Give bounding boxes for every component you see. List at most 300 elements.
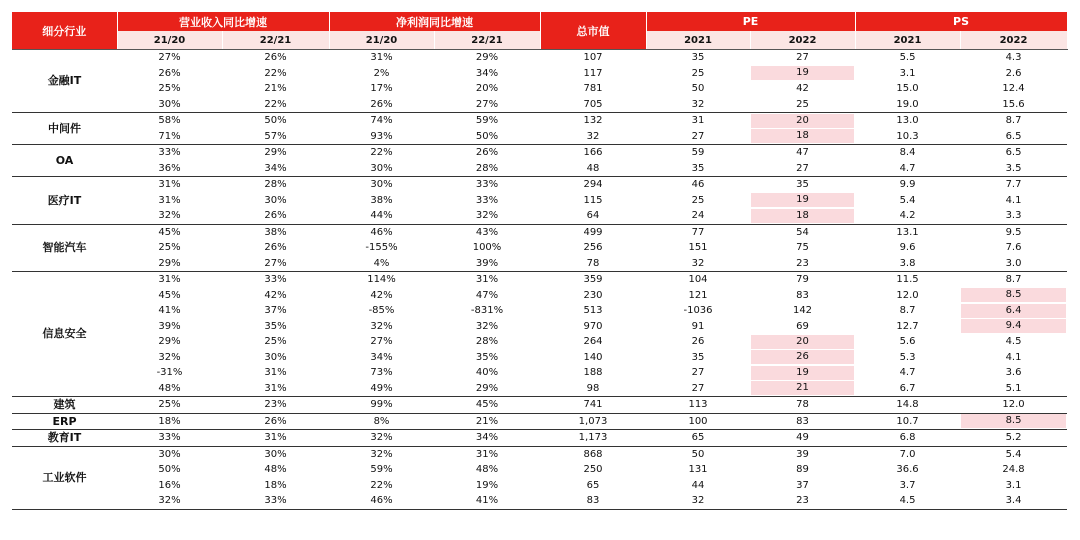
rev-2221-cell: 30%: [222, 446, 329, 462]
market-cap-cell: 1,073: [540, 413, 646, 430]
pe-2022-cell: [750, 350, 855, 366]
pro-2221-cell: 29%: [434, 50, 540, 66]
pro-2120-cell: 93%: [329, 129, 434, 145]
rev-2221-cell: 34%: [222, 161, 329, 177]
pe-2021-cell: 131: [688, 464, 708, 475]
rev-2221-cell: 26%: [222, 208, 329, 224]
pro-2221-cell: 32%: [434, 208, 540, 224]
market-cap-cell: 970: [583, 320, 603, 332]
rev-2120-cell: 32%: [158, 351, 181, 363]
pro-2221-header: 22/21: [434, 31, 540, 50]
pe-2022-cell: 89: [796, 464, 809, 475]
market-cap-cell: 499: [540, 224, 646, 240]
pe-2022-cell: 142: [792, 305, 813, 316]
rev-2120-cell: 33%: [117, 430, 222, 447]
industry-header: 细分行业: [12, 12, 117, 50]
pro-2221-cell: 50%: [434, 129, 540, 145]
rev-2120-cell: 45%: [117, 224, 222, 240]
pe-2021-cell: 46: [646, 177, 750, 193]
table-row: [12, 365, 1067, 381]
highlighted-value: 19: [751, 193, 854, 207]
pro-2120-cell: 22%: [370, 479, 393, 491]
ps-2021-cell: 36.6: [896, 464, 919, 475]
pe-2022-cell: 35: [750, 177, 855, 193]
ps-2022-cell: 5.1: [960, 381, 1067, 397]
pe-2022-cell: 39: [750, 446, 855, 462]
industry-cell: 信息安全: [12, 272, 117, 397]
pe-2022-cell: 42: [796, 83, 809, 94]
header-row-sub: [12, 31, 1067, 50]
rev-2120-header: 21/20: [117, 31, 222, 50]
rev-2120-cell: 41%: [158, 305, 181, 316]
pro-2221-cell: 43%: [434, 224, 540, 240]
highlighted-value: 21: [751, 381, 854, 395]
highlighted-value: 8.5: [961, 414, 1066, 428]
highlighted-value: 19: [751, 66, 854, 80]
pro-2221-cell: 33%: [434, 177, 540, 193]
pe-2022-cell: 27: [750, 50, 855, 66]
rev-2120-cell: 26%: [158, 67, 181, 79]
ps-2021-cell: 5.3: [899, 351, 916, 363]
ps-2021-header: 2021: [855, 31, 960, 50]
rev-2120-cell: 18%: [117, 413, 222, 430]
pe-2022-cell: [750, 208, 855, 224]
industry-cell: 医疗IT: [12, 177, 117, 225]
pro-2120-cell: 30%: [329, 177, 434, 193]
pro-2221-cell: 28%: [475, 336, 499, 347]
rev-2120-cell: 31%: [117, 272, 222, 288]
rev-2221-cell: 25%: [264, 336, 287, 347]
ps-2022-cell: 7.6: [1005, 242, 1022, 253]
industry-cell: 金融IT: [12, 50, 117, 113]
pro-2120-cell: 46%: [329, 224, 434, 240]
ps-2022-cell: 3.0: [960, 256, 1067, 272]
pro-2120-cell: 2%: [373, 67, 390, 79]
ps-2022-cell: 6.5: [960, 129, 1067, 145]
rev-2120-cell: 48%: [117, 381, 222, 397]
table-row: [12, 478, 1067, 494]
pe-2021-cell: 151: [688, 242, 708, 253]
table-row: [12, 381, 1067, 397]
rev-2120-cell: 25%: [158, 242, 181, 253]
highlighted-value: 18: [751, 209, 854, 223]
pe-2021-cell: 65: [646, 430, 750, 447]
pro-2120-cell: 74%: [329, 113, 434, 129]
market-cap-cell: 48: [540, 161, 646, 177]
market-cap-cell: 132: [540, 113, 646, 129]
industry-cell: 教育IT: [12, 430, 117, 447]
pe-2022-cell: 47: [750, 145, 855, 161]
pe-2021-cell: 35: [691, 351, 705, 363]
ps-2021-cell: 7.0: [855, 446, 960, 462]
rev-2221-cell: 30%: [264, 194, 287, 206]
pe-2021-cell: 32: [646, 493, 750, 509]
table-row: [12, 129, 1067, 145]
ps-2022-cell: [960, 303, 1067, 319]
market-cap-cell: 166: [540, 145, 646, 161]
pe-2021-cell: 113: [646, 397, 750, 414]
highlighted-value: 19: [751, 366, 854, 380]
pe-2021-cell: 35: [646, 50, 750, 66]
pe-2022-cell: 27: [750, 161, 855, 177]
pe-2022-cell: 49: [750, 430, 855, 447]
highlighted-value: 26: [751, 350, 854, 364]
ps-2021-cell: 13.1: [855, 224, 960, 240]
pe-2021-cell: 32: [646, 97, 750, 113]
table-row: [12, 430, 1067, 447]
ps-header: PS: [855, 12, 1067, 31]
rev-2120-cell: 27%: [117, 50, 222, 66]
pe-2022-cell: [750, 193, 855, 209]
pro-2120-cell: 38%: [370, 194, 393, 206]
pe-2021-cell: 27: [646, 381, 750, 397]
ps-2021-cell: 3.7: [899, 479, 916, 491]
table-row: [12, 224, 1067, 240]
rev-2120-cell: 25%: [117, 397, 222, 414]
rev-2120-cell: 32%: [117, 208, 222, 224]
pro-2221-cell: 29%: [434, 381, 540, 397]
table-row: [12, 493, 1067, 509]
pro-2120-cell: 46%: [329, 493, 434, 509]
industry-cell: 智能汽车: [12, 224, 117, 272]
rev-2221-cell: 26%: [264, 242, 287, 253]
ps-2021-cell: 5.5: [855, 50, 960, 66]
table-row: [12, 97, 1067, 113]
pro-2221-cell: 31%: [434, 446, 540, 462]
rev-2221-cell: 48%: [264, 464, 287, 475]
pe-2022-cell: 75: [796, 242, 809, 253]
pro-2221-cell: 21%: [434, 413, 540, 430]
ps-2021-cell: 11.5: [855, 272, 960, 288]
market-cap-cell: 107: [540, 50, 646, 66]
rev-2221-cell: 37%: [264, 305, 287, 316]
pe-2022-cell: 23: [750, 256, 855, 272]
ps-2021-cell: 15.0: [896, 83, 919, 94]
table-row: [12, 350, 1067, 366]
pe-2021-cell: 77: [646, 224, 750, 240]
rev-2221-header: 22/21: [222, 31, 329, 50]
highlighted-value: 20: [751, 335, 854, 349]
market-cap-cell: 83: [540, 493, 646, 509]
pro-2120-cell: 31%: [329, 50, 434, 66]
ps-2021-cell: 6.7: [855, 381, 960, 397]
pro-2221-cell: 26%: [434, 145, 540, 161]
pe-2021-cell: 91: [691, 320, 705, 332]
pe-2022-cell: 23: [750, 493, 855, 509]
ps-2021-cell: 14.8: [855, 397, 960, 414]
market-cap-cell: 513: [583, 305, 603, 316]
industry-cell: 工业软件: [12, 446, 117, 509]
ps-2022-cell: 12.0: [960, 397, 1067, 414]
rev-2221-cell: 50%: [222, 113, 329, 129]
ps-2021-cell: 19.0: [855, 97, 960, 113]
rev-2221-cell: 22%: [222, 97, 329, 113]
rev-2120-cell: 25%: [158, 83, 181, 94]
pro-2120-cell: 44%: [329, 208, 434, 224]
ps-2022-cell: 24.8: [1002, 464, 1025, 475]
ps-2021-cell: 4.7: [855, 161, 960, 177]
rev-2120-cell: 36%: [117, 161, 222, 177]
ps-2021-cell: 12.0: [896, 289, 919, 301]
pro-2120-cell: 114%: [329, 272, 434, 288]
ps-2022-cell: 8.7: [960, 113, 1067, 129]
rev-2221-cell: 38%: [222, 224, 329, 240]
ps-2021-cell: 5.4: [899, 194, 916, 206]
market-cap-cell: 741: [540, 397, 646, 414]
ps-2022-cell: 8.7: [960, 272, 1067, 288]
pro-2221-cell: -831%: [470, 305, 504, 316]
pro-2221-cell: 19%: [475, 479, 499, 491]
market-cap-cell: 64: [540, 208, 646, 224]
ps-2021-cell: 9.6: [899, 242, 916, 253]
pe-2022-cell: 37: [796, 479, 809, 491]
ps-2022-cell: 3.6: [1005, 367, 1022, 378]
rev-2221-cell: 42%: [264, 289, 287, 301]
pro-2221-cell: 59%: [434, 113, 540, 129]
pro-2221-cell: 35%: [475, 351, 499, 363]
ps-2022-cell: 4.1: [1005, 351, 1022, 363]
rev-2221-cell: 26%: [222, 50, 329, 66]
rev-2120-cell: 30%: [117, 97, 222, 113]
pe-2021-cell: -1036: [683, 305, 713, 316]
pro-2120-cell: 49%: [329, 381, 434, 397]
profit-growth-header: 净利润同比增速: [329, 12, 540, 31]
ps-2021-cell: 4.2: [855, 208, 960, 224]
rev-2120-cell: 29%: [117, 256, 222, 272]
table-row: [12, 288, 1067, 304]
pro-2120-cell: 26%: [329, 97, 434, 113]
pe-2022-cell: 78: [750, 397, 855, 414]
pe-2021-cell: 50: [646, 446, 750, 462]
ps-2022-cell: 6.5: [960, 145, 1067, 161]
ps-2022-cell: 15.6: [960, 97, 1067, 113]
pro-2120-cell: 27%: [370, 336, 393, 347]
pe-2022-cell: [750, 381, 855, 397]
ps-2022-cell: [960, 319, 1067, 335]
rev-2120-cell: -31%: [156, 367, 183, 378]
ps-2021-cell: 4.5: [855, 493, 960, 509]
pe-2022-cell: [750, 66, 855, 82]
rev-2221-cell: 31%: [222, 381, 329, 397]
pro-2221-cell: 100%: [472, 242, 502, 253]
table-row: [12, 397, 1067, 414]
pro-2120-cell: 42%: [370, 289, 393, 301]
market-cap-cell: 264: [583, 336, 603, 347]
ps-2022-cell: [960, 288, 1067, 304]
pro-2120-cell: 73%: [370, 367, 393, 378]
valuation-table: [12, 12, 1068, 510]
pro-2120-cell: -155%: [365, 242, 398, 253]
pro-2221-cell: 34%: [475, 67, 499, 79]
industry-cell: 中间件: [12, 113, 117, 145]
rev-2221-cell: 22%: [264, 67, 287, 79]
industry-cell: ERP: [12, 413, 117, 430]
table-row: [12, 240, 1067, 256]
table-row: [12, 208, 1067, 224]
pe-2022-header: 2022: [750, 31, 855, 50]
pro-2120-cell: 32%: [329, 446, 434, 462]
highlighted-value: 6.4: [961, 304, 1066, 318]
rev-2221-cell: 30%: [264, 351, 287, 363]
pe-2022-cell: 83: [750, 413, 855, 430]
table-row: [12, 145, 1067, 161]
rev-2221-cell: 29%: [222, 145, 329, 161]
table-row: [12, 81, 1067, 97]
rev-2120-cell: 39%: [158, 320, 181, 332]
table-row: [12, 66, 1067, 82]
pro-2120-cell: 4%: [329, 256, 434, 272]
table-row: [12, 334, 1067, 350]
pe-2022-cell: 79: [750, 272, 855, 288]
pe-2022-cell: [750, 334, 855, 350]
pro-2120-cell: 34%: [370, 351, 393, 363]
rev-2221-cell: 31%: [222, 430, 329, 447]
market-cap-cell: 140: [583, 351, 603, 363]
pro-2120-cell: -85%: [368, 305, 395, 316]
ps-2021-cell: 6.8: [855, 430, 960, 447]
pro-2221-cell: 41%: [434, 493, 540, 509]
market-cap-header: 总市值: [540, 12, 646, 50]
pe-2021-header: 2021: [646, 31, 750, 50]
pe-2021-cell: 59: [646, 145, 750, 161]
ps-2022-cell: 3.3: [960, 208, 1067, 224]
pe-2021-cell: 100: [646, 413, 750, 430]
header-row-top: [12, 12, 1067, 31]
pro-2120-cell: 32%: [370, 320, 393, 332]
pro-2221-cell: 28%: [434, 161, 540, 177]
pro-2221-cell: 34%: [434, 430, 540, 447]
pe-2021-cell: 32: [646, 256, 750, 272]
ps-2022-header: 2022: [960, 31, 1067, 50]
pro-2120-cell: 59%: [370, 464, 393, 475]
table-row: [12, 303, 1067, 319]
pro-2120-cell: 99%: [329, 397, 434, 414]
pe-2021-cell: 31: [646, 113, 750, 129]
rev-2120-cell: 58%: [117, 113, 222, 129]
rev-2120-cell: 31%: [158, 194, 181, 206]
ps-2022-cell: 3.5: [960, 161, 1067, 177]
rev-2120-cell: 29%: [158, 336, 181, 347]
ps-2022-cell: 4.3: [960, 50, 1067, 66]
rev-2221-cell: 23%: [222, 397, 329, 414]
ps-2022-cell: 4.5: [1005, 336, 1022, 347]
pe-2022-cell: 25: [750, 97, 855, 113]
table-row: [12, 193, 1067, 209]
pe-2021-cell: 25: [691, 67, 705, 79]
pro-2221-cell: 39%: [434, 256, 540, 272]
pro-2120-cell: 32%: [329, 430, 434, 447]
pro-2221-cell: 31%: [434, 272, 540, 288]
market-cap-cell: 781: [583, 83, 603, 94]
pe-2021-cell: 27: [646, 129, 750, 145]
table-row: [12, 462, 1067, 478]
pe-2021-cell: 50: [691, 83, 705, 94]
table-row: [12, 50, 1067, 66]
ps-2021-cell: 10.3: [855, 129, 960, 145]
table-row: [12, 319, 1067, 335]
pe-2022-cell: 54: [750, 224, 855, 240]
industry-cell: 建筑: [12, 397, 117, 414]
pro-2221-cell: 33%: [475, 194, 499, 206]
market-cap-cell: 65: [586, 479, 600, 491]
pe-2021-cell: 35: [646, 161, 750, 177]
pro-2221-cell: 20%: [475, 83, 499, 94]
pro-2221-cell: 32%: [475, 320, 499, 332]
ps-2021-cell: 8.7: [899, 305, 916, 316]
pe-header: PE: [646, 12, 855, 31]
rev-2221-cell: 21%: [264, 83, 287, 94]
rev-2120-cell: 50%: [158, 464, 181, 475]
pro-2120-cell: 22%: [329, 145, 434, 161]
market-cap-cell: 32: [540, 129, 646, 145]
market-cap-cell: 98: [540, 381, 646, 397]
rev-2221-cell: 31%: [264, 367, 287, 378]
ps-2021-cell: 9.9: [855, 177, 960, 193]
rev-2221-cell: 18%: [264, 479, 287, 491]
pe-2022-cell: 83: [796, 289, 809, 301]
market-cap-cell: 250: [583, 464, 603, 475]
table-row: [12, 177, 1067, 193]
rev-2221-cell: 57%: [222, 129, 329, 145]
ps-2021-cell: 3.1: [899, 67, 916, 79]
industry-cell: OA: [12, 145, 117, 177]
table-row: [12, 272, 1067, 288]
ps-2022-cell: 3.1: [1005, 479, 1022, 491]
pro-2221-cell: 40%: [475, 367, 499, 378]
ps-2021-cell: 5.6: [899, 336, 916, 347]
market-cap-cell: 1,173: [540, 430, 646, 447]
market-cap-cell: 188: [583, 367, 603, 378]
rev-2120-cell: 32%: [117, 493, 222, 509]
rev-2120-cell: 31%: [117, 177, 222, 193]
rev-2221-cell: 35%: [264, 320, 287, 332]
pro-2221-cell: 45%: [434, 397, 540, 414]
ps-2022-cell: 4.1: [1005, 194, 1022, 206]
pro-2221-cell: 48%: [475, 464, 499, 475]
table-row: [12, 256, 1067, 272]
market-cap-cell: 359: [540, 272, 646, 288]
ps-2022-cell: 5.4: [960, 446, 1067, 462]
highlighted-value: 9.4: [961, 319, 1066, 333]
market-cap-cell: 294: [540, 177, 646, 193]
pe-2021-cell: 26: [691, 336, 705, 347]
pe-2022-cell: [750, 365, 855, 381]
pe-2021-cell: 44: [691, 479, 705, 491]
market-cap-cell: 705: [540, 97, 646, 113]
rev-2221-cell: 33%: [222, 493, 329, 509]
market-cap-cell: 868: [540, 446, 646, 462]
rev-2221-cell: 28%: [222, 177, 329, 193]
table-row: [12, 446, 1067, 462]
highlighted-value: 8.5: [961, 288, 1066, 302]
table-row: [12, 113, 1067, 129]
rev-2221-cell: 27%: [222, 256, 329, 272]
table-row: [12, 161, 1067, 177]
pe-2021-cell: 27: [691, 367, 705, 378]
ps-2022-cell: 7.7: [960, 177, 1067, 193]
pro-2221-cell: 47%: [475, 289, 499, 301]
table-body: [12, 50, 1067, 510]
ps-2022-cell: 2.6: [1005, 67, 1022, 79]
pro-2120-cell: 8%: [329, 413, 434, 430]
pro-2221-cell: 27%: [434, 97, 540, 113]
pro-2120-header: 21/20: [329, 31, 434, 50]
table-row: [12, 413, 1067, 430]
rev-2120-cell: 16%: [158, 479, 181, 491]
ps-2022-cell: [960, 413, 1067, 430]
rev-2120-cell: 45%: [158, 289, 181, 301]
ps-2021-cell: 8.4: [855, 145, 960, 161]
